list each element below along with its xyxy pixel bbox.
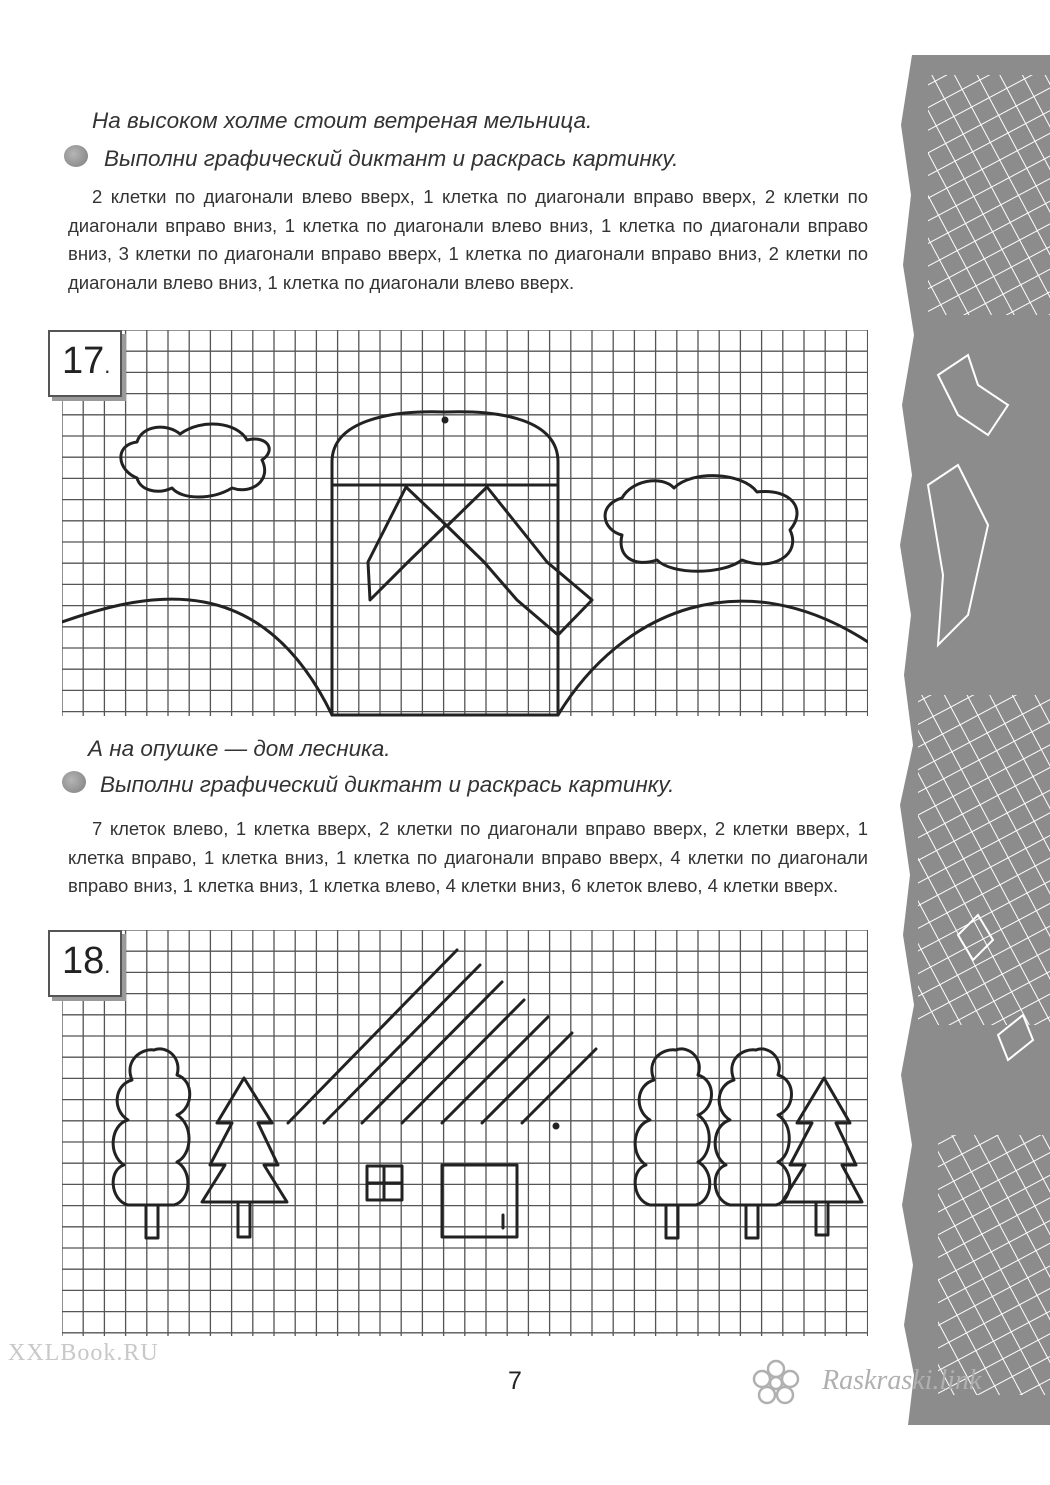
tree-round-3-trunk: [746, 1205, 758, 1238]
exercise-18-grid: [62, 930, 868, 1340]
start-dot: [553, 1123, 560, 1130]
exercise-18-drawing: [62, 930, 868, 1340]
exercise-17-dictation: [68, 183, 868, 297]
exercise-18-number-value: 18: [62, 940, 105, 982]
grid-lines: [62, 930, 868, 1336]
tree-round-1-trunk: [146, 1205, 158, 1238]
decorative-side-strip: [898, 55, 1050, 1425]
house-window: [367, 1166, 402, 1200]
spruce-left-trunk: [238, 1202, 250, 1237]
spruce-right-trunk: [816, 1202, 828, 1235]
bullet-icon: [62, 771, 86, 793]
bullet-icon: [64, 145, 88, 167]
exercise-17-dictation-text: 2 клетки по диагонали влево вверх, 1 клетка по диагонали вправо вверх, 2 клетки по диагонали вправо вниз, 1 клетка по диагонали влево вниз, 1 клетка по диагонали вправо вниз, 3 клетки по диагонали вправо вверх, 1 клетка по диагонали вправо вниз, 2 клетки по диагонали влево вниз, 1 клетка по диагонали влево вверх.: [68, 186, 868, 293]
flower-icon: [745, 1358, 807, 1408]
tree-round-2: [635, 1049, 711, 1205]
exercise-18-dictation: [68, 815, 868, 901]
start-dot: [442, 417, 449, 424]
left-hill: [62, 599, 332, 715]
exercise-17-intro: На высоком холме стоит ветреная мельница.: [92, 108, 593, 133]
exercise-18-number-dot: .: [104, 953, 111, 978]
exercise-17-instruction: Выполни графический диктант и раскрась картинку.: [104, 146, 679, 171]
watermark-right: Raskraski.link: [822, 1365, 982, 1396]
tree-round-3: [715, 1049, 791, 1205]
exercise-17-grid: [62, 330, 868, 720]
spruce-right: [782, 1078, 862, 1202]
watermark-left: XXLBook.RU: [8, 1340, 159, 1366]
exercise-17-number-value: 17: [62, 340, 105, 382]
exercise-17-number: [48, 330, 122, 397]
exercise-18-dictation-text: 7 клеток влево, 1 клетка вверх, 2 клетки по диагонали вправо вверх, 2 клетки вверх, 1 клетка вправо, 1 клетка вниз, 1 клетка по диагонали вправо вверх, 4 клетки по диагонали вправо вниз, 1 клетка вниз, 1 клетка влево, 4 клетки вниз, 6 клеток влево, 4 клетки вверх.: [68, 818, 868, 896]
exercise-17-drawing: [62, 330, 868, 720]
exercise-18-number: [48, 930, 122, 997]
exercise-18-intro: А на опушке — дом лесника.: [88, 736, 391, 761]
exercise-17-number-dot: .: [104, 353, 111, 378]
cloud-left: [121, 424, 269, 497]
right-hill: [558, 601, 868, 715]
windmill-tower: [332, 485, 558, 715]
exercise-18-instruction: Выполни графический диктант и раскрась картинку.: [100, 772, 675, 797]
grid-lines: [62, 330, 868, 716]
tree-round-1: [113, 1049, 190, 1205]
page-number: 7: [508, 1367, 522, 1395]
